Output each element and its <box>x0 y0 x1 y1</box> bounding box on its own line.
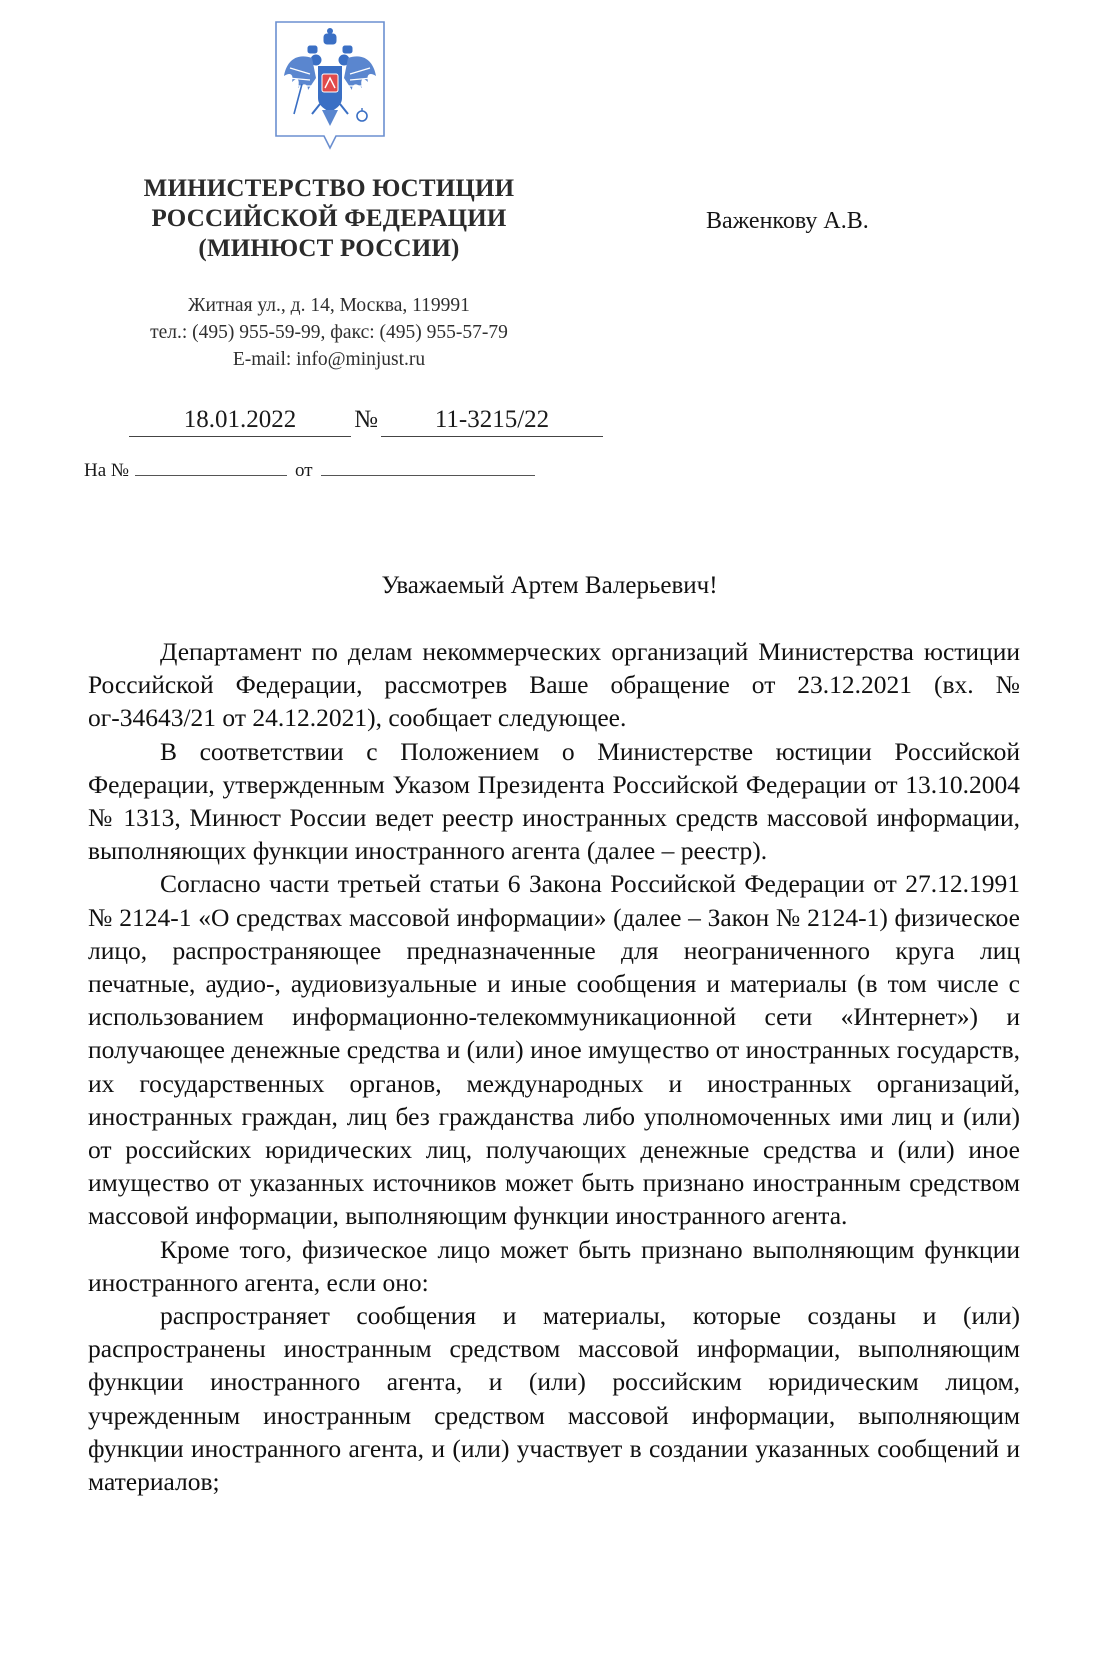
addressee: Важенкову А.В. <box>706 208 869 234</box>
registration-line <box>129 404 603 437</box>
number-sign: № <box>354 406 378 433</box>
org-name-line-1: МИНИСТЕРСТВО ЮСТИЦИИ <box>143 175 515 202</box>
org-name-line-3: (МИНЮСТ РОССИИ) <box>198 235 460 262</box>
salutation-text: Уважаемый Артем Валерьевич! <box>381 572 718 599</box>
paragraph: распространяет сообщения и материалы, которые созданы и (или) распространены иностранным средством массовой информации, выполняющим функции иностранного агента, и (или) российским юридическим лицом, учрежденным иностранным средством массовой информации, выполняющим функции иностранного агента, и (или) участвует в создании указанных сообщений и материалов; <box>88 1301 1020 1497</box>
phone-fax: тел.: (495) 955-59-99, факс: (495) 955-57-79 <box>150 322 508 343</box>
registration-number: 11-3215/22 <box>381 404 603 437</box>
address: Житная ул., д. 14, Москва, 119991 <box>188 295 470 316</box>
letterhead <box>112 174 546 373</box>
paragraph: Департамент по делам некоммерческих организаций Министерства юстиции Российской Федерации, рассмотрев Ваше обращение от 23.12.2021 (вх. № ог-34643/21 от 24.12.2021), сообщает следующее. <box>88 637 1020 733</box>
reference-date-blank <box>321 457 535 476</box>
email: E-mail: info@minjust.ru <box>232 349 426 370</box>
reference-number-blank <box>135 457 287 476</box>
contacts-block <box>112 292 546 373</box>
org-name-line-2: РОССИЙСКОЙ ФЕДЕРАЦИИ <box>151 205 507 232</box>
paragraph: Кроме того, физическое лицо может быть признано выполняющим функции иностранного агента, если оно: <box>88 1234 1020 1297</box>
registration-date: 18.01.2022 <box>129 404 351 437</box>
letter-body <box>88 635 1020 1498</box>
paragraph: Согласно части третьей статьи 6 Закона Российской Федерации от 27.12.1991 № 2124-1 «О средствах массовой информации» (далее – Закон № 2124-1) физическое лицо, распространяющее предназначенные для неограниченного круга лиц печатные, аудио-, аудиовизуальные и иные сообщения и материалы (в том числе с использованием информационно-телекоммуникационной сети «Интернет») и получающее денежные средства и (или) иное имущество от иностранных государств, их государственных органов, международных и иностранных организаций, иностранных граждан, лиц без гражданства либо уполномоченных ими лиц и (или) от российских юридических лиц, получающих денежные средства и (или) иное имущество от указанных источников может быть признано иностранным средством массовой информации, выполняющим функции иностранного агента. <box>88 869 1020 1231</box>
russian-coat-of-arms-icon <box>272 18 388 154</box>
paragraph: В соответствии с Положением о Министерстве юстиции Российской Федерации, утвержденным Указом Президента Российской Федерации от 13.10.2004 № 1313, Минюст России ведет реестр иностранных средств массовой информации, выполняющих функции иностранного агента (далее – реестр). <box>88 736 1020 866</box>
reference-from-label: от <box>295 460 313 481</box>
reference-prefix: На № <box>84 460 130 481</box>
salutation <box>0 570 1095 602</box>
reference-line <box>84 457 535 484</box>
